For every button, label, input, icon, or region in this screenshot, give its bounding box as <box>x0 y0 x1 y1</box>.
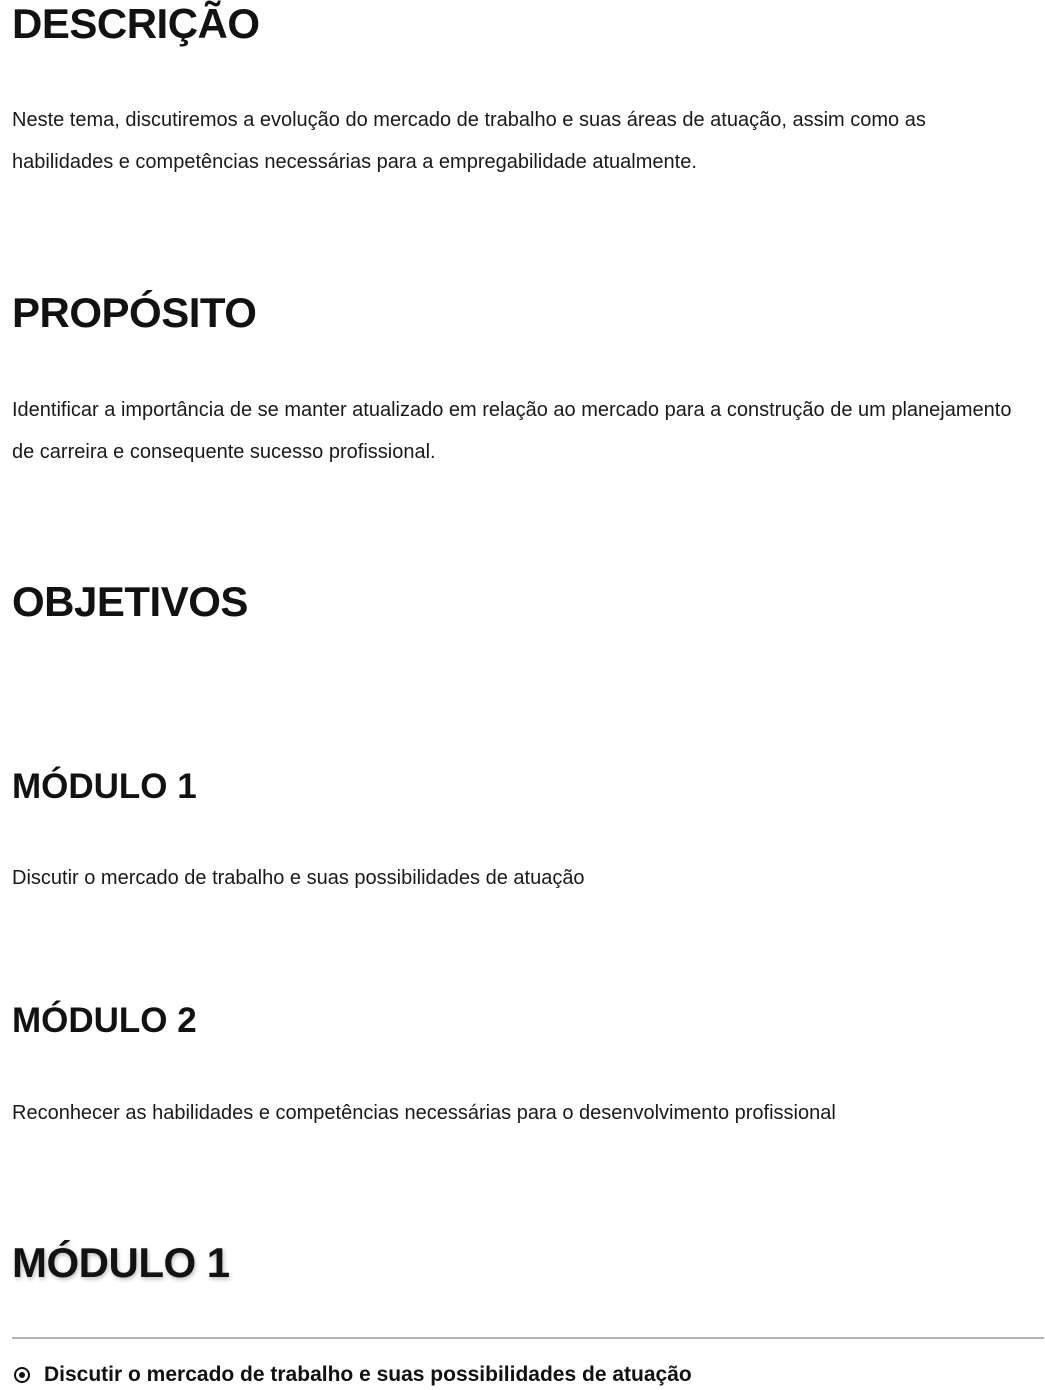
objetivo-modulo-2-text: Reconhecer as habilidades e competências necessárias para o desenvolvimento profissional <box>12 1102 836 1124</box>
proposito-text: Identificar a importância de se manter atualizado em relação ao mercado para a construção de um planejamento de carreira e consequente sucesso profissional. <box>12 399 1012 463</box>
objetivo-modulo-2-heading: MÓDULO 2 <box>12 1001 197 1040</box>
modulo-1-section-heading: MÓDULO 1 <box>12 1239 230 1286</box>
module-objective-item[interactable] <box>14 1360 692 1390</box>
module-objective-label: Discutir o mercado de trabalho e suas possibilidades de atuação <box>44 1363 692 1386</box>
objetivo-modulo-1-heading: MÓDULO 1 <box>12 767 197 806</box>
radio-selected-icon <box>14 1367 30 1383</box>
descricao-text: Neste tema, discutiremos a evolução do mercado de trabalho e suas áreas de atuação, assim como as habilidades e competências necessárias para a empregabilidade atualmente. <box>12 109 926 173</box>
descricao-heading: DESCRIÇÃO <box>12 0 260 47</box>
objetivos-heading: OBJETIVOS <box>12 578 248 625</box>
objetivo-modulo-1-text: Discutir o mercado de trabalho e suas possibilidades de atuação <box>12 867 585 889</box>
section-divider <box>12 1337 1044 1339</box>
proposito-heading: PROPÓSITO <box>12 289 257 336</box>
